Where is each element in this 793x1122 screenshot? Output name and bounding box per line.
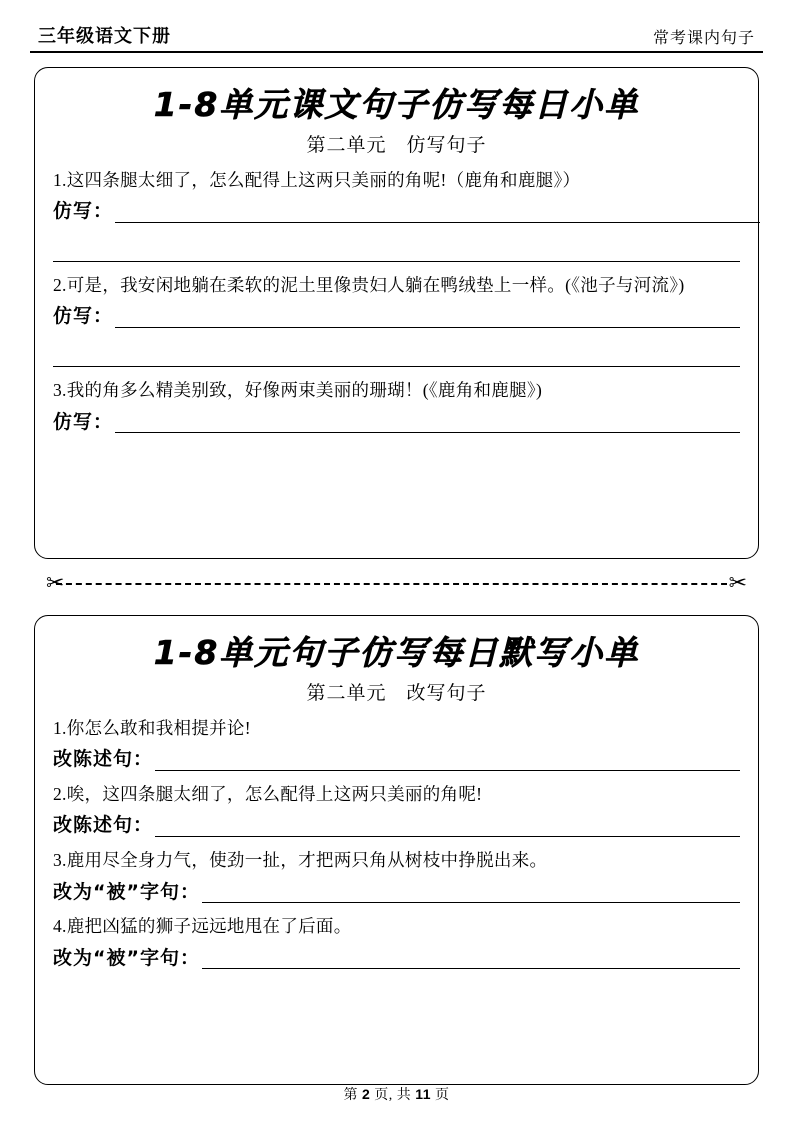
answer-row [53,200,740,223]
question-text: 1.这四条腿太细了，怎么配得上这两只美丽的角呢!（鹿角和鹿腿》） [53,169,581,190]
answer-label: 改陈述句： [53,814,154,837]
answer-write-line[interactable] [53,241,740,262]
answer-write-line[interactable] [115,305,740,328]
answer-write-line[interactable] [155,748,740,771]
scissors-icon: ✂ [46,570,65,595]
answer-label: 改陈述句： [53,748,154,771]
answer-row [53,814,740,837]
footer-middle: 页, 共 [374,1088,412,1103]
page-header [30,22,763,53]
dashed-divider [56,583,737,585]
answer-write-line[interactable] [155,814,740,837]
answer-row [53,305,740,328]
question-text: 2.唉，这四条腿太细了，怎么配得上这两只美丽的角呢! [53,784,483,805]
footer-suffix: 页 [435,1088,450,1103]
page-footer [0,1084,793,1104]
answer-row [53,410,740,433]
header-category: 常考课内句子 [652,30,755,47]
footer-page-number: 2 [361,1086,371,1102]
header-subject: 三年级语文下册 [38,26,171,46]
answer-write-line[interactable] [115,410,740,433]
section2-subtitle: 第二单元 改写句子 [306,682,487,704]
section1-title: 1-8单元课文句子仿写每日小单 [153,85,640,124]
answer-write-line[interactable] [202,946,740,969]
section2-title: 1-8单元句子仿写每日默写小单 [153,633,640,672]
footer-prefix: 第 [343,1088,358,1103]
worksheet-card-2 [34,615,759,1085]
question-text: 1.你怎么敢和我相提并论! [53,717,251,738]
answer-write-line[interactable] [115,200,760,223]
footer-total-pages: 11 [415,1086,432,1102]
question-text: 4.鹿把凶猛的狮子远远地甩在了后面。 [53,916,352,937]
answer-row [53,748,740,771]
worksheet-card-1 [34,67,759,559]
answer-label: 改为“被”字句： [53,946,200,969]
answer-write-line[interactable] [202,880,740,903]
question-text: 2.可是，我安闲地躺在柔软的泥土里像贵妇人躺在鸭绒垫上一样。(《池子与河流》) [53,275,685,296]
answer-write-line[interactable] [53,346,740,367]
answer-label: 仿写： [53,200,114,223]
question-text: 3.鹿用尽全身力气，使劲一扯，才把两只角从树枝中挣脱出来。 [53,850,548,871]
answer-label: 改为“被”字句： [53,880,200,903]
answer-label: 仿写： [53,305,114,328]
cut-line [30,569,763,597]
scissors-icon: ✂ [728,570,747,595]
section1-subtitle: 第二单元 仿写句子 [306,134,487,156]
answer-row [53,880,740,903]
answer-label: 仿写： [53,410,114,433]
answer-row [53,946,740,969]
question-text: 3.我的角多么精美别致，好像两束美丽的珊瑚！(《鹿角和鹿腿》) [53,380,543,401]
